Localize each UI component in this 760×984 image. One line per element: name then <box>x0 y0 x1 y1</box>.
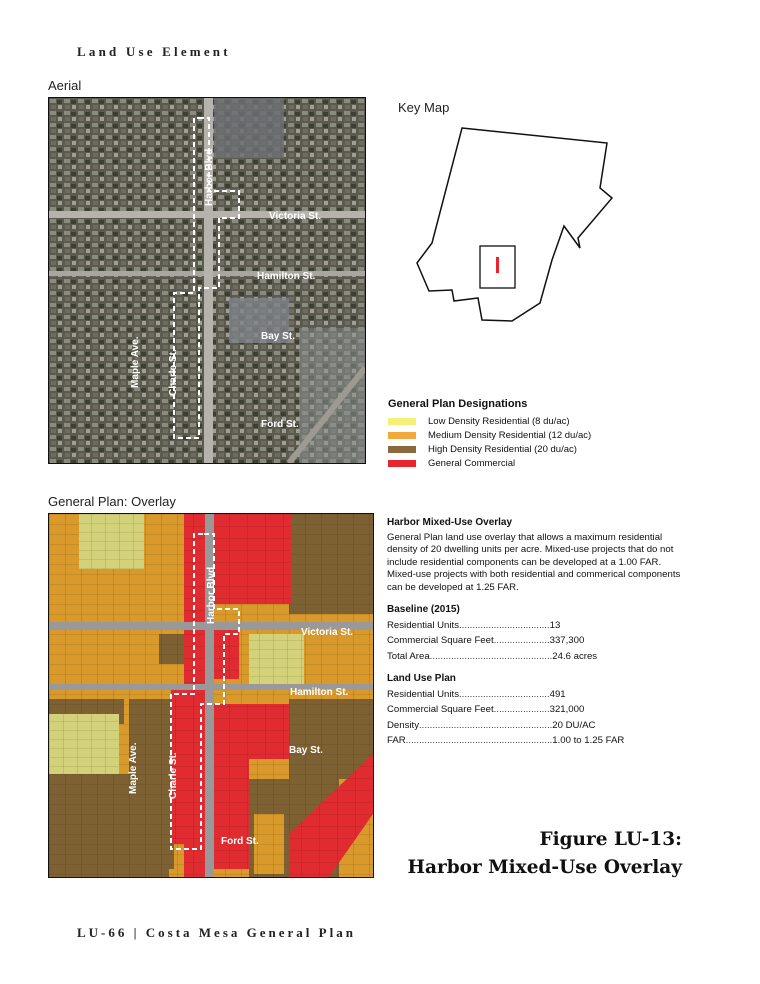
running-header: Land Use Element <box>77 44 231 59</box>
overlay-street-hamilton: Hamilton St. <box>290 687 349 698</box>
stat-row <box>387 735 687 748</box>
stat-label: Commercial Square Feet <box>387 704 494 715</box>
figure-title: Harbor Mixed-Use Overlay <box>407 857 682 878</box>
stat-label: Density <box>387 719 419 731</box>
stat-label: FAR <box>387 735 406 746</box>
stat-leader: ..................... <box>493 704 550 715</box>
aerial-label: Aerial <box>48 78 82 93</box>
overlay-street-ford: Ford St. <box>221 836 259 847</box>
stat-value: 1.00 to 1.25 FAR <box>552 735 625 746</box>
stat-leader: .................................. <box>459 688 550 700</box>
overlay-street-charle: Charle St. <box>168 752 179 799</box>
legend <box>388 398 728 470</box>
legend-label: General Commercial <box>428 457 516 469</box>
aerial-street-maple: Maple Ave. <box>130 336 141 388</box>
stat-row <box>387 620 687 633</box>
aerial-map <box>48 97 366 464</box>
legend-item <box>388 442 728 456</box>
legend-swatch <box>388 432 416 439</box>
stat-leader: .................................................. <box>419 719 553 731</box>
overlay-label: General Plan: Overlay <box>48 494 176 509</box>
legend-swatch <box>388 446 416 453</box>
legend-title: General Plan Designations <box>388 398 528 410</box>
key-map-label: Key Map <box>398 100 450 115</box>
legend-label: Low Density Residential (8 du/ac) <box>428 415 570 427</box>
aerial-street-victoria: Victoria St. <box>269 211 322 222</box>
stat-value: 13 <box>549 619 561 631</box>
aerial-street-hamilton: Hamilton St. <box>257 271 316 282</box>
page-footer: LU-66 | Costa Mesa General Plan <box>77 925 356 940</box>
overlay-street-bay: Bay St. <box>289 745 323 756</box>
legend-item <box>388 456 728 470</box>
overlay-street-victoria: Victoria St. <box>301 627 354 638</box>
stat-leader: .................................. <box>459 619 550 631</box>
legend-label: High Density Residential (20 du/ac) <box>428 443 577 455</box>
baseline-title: Baseline (2015) <box>387 604 460 615</box>
figure-number: Figure LU-13: <box>539 829 682 850</box>
stat-label: Total Area <box>387 650 430 662</box>
description-title: Harbor Mixed-Use Overlay <box>387 517 513 528</box>
legend-swatch <box>388 418 416 425</box>
stat-value: 24.6 acres <box>552 650 598 662</box>
overlay-description <box>387 517 687 748</box>
stat-row <box>387 651 687 664</box>
stat-value: 321,000 <box>549 704 585 715</box>
figure-caption <box>407 826 682 882</box>
stat-row <box>387 704 687 717</box>
stat-label: Commercial Square Feet <box>387 635 494 646</box>
overlay-map <box>48 513 374 878</box>
stat-leader: .............................................. <box>429 650 553 662</box>
overlay-street-maple: Maple Ave. <box>128 742 139 794</box>
stat-leader: ..................... <box>493 635 550 646</box>
aerial-street-bay: Bay St. <box>261 331 295 342</box>
land-use-plan-block <box>387 673 687 748</box>
key-map <box>392 118 632 343</box>
legend-item <box>388 414 728 428</box>
stat-label: Residential Units <box>387 619 459 631</box>
description-body: General Plan land use overlay that allows a maximum residential density of 20 dwelling units per acre. Mixed-use projects that do not include residential components can be developed at a 1.00 FAR. Mixed-use projects with both residential and commerical components can be developed at 1.25 FAR. <box>387 531 681 593</box>
stat-row <box>387 635 687 648</box>
stat-value: 337,300 <box>549 635 585 646</box>
land-use-plan-title: Land Use Plan <box>387 673 456 684</box>
legend-item <box>388 428 728 442</box>
aerial-street-harbor: Harbor Blvd <box>204 148 215 206</box>
stat-value: 491 <box>549 688 566 700</box>
overlay-street-harbor: Harbor Blvd <box>206 566 217 624</box>
aerial-street-ford: Ford St. <box>261 419 299 430</box>
stat-value: 20 DU/AC <box>552 719 596 731</box>
stat-leader: ....................................................... <box>405 735 553 746</box>
legend-label: Medium Density Residential (12 du/ac) <box>428 429 592 441</box>
stat-row <box>387 689 687 702</box>
stat-row <box>387 720 687 733</box>
legend-swatch <box>388 460 416 467</box>
stat-label: Residential Units <box>387 688 459 700</box>
baseline-block <box>387 604 687 663</box>
aerial-street-charle: Charle St. <box>168 349 179 396</box>
